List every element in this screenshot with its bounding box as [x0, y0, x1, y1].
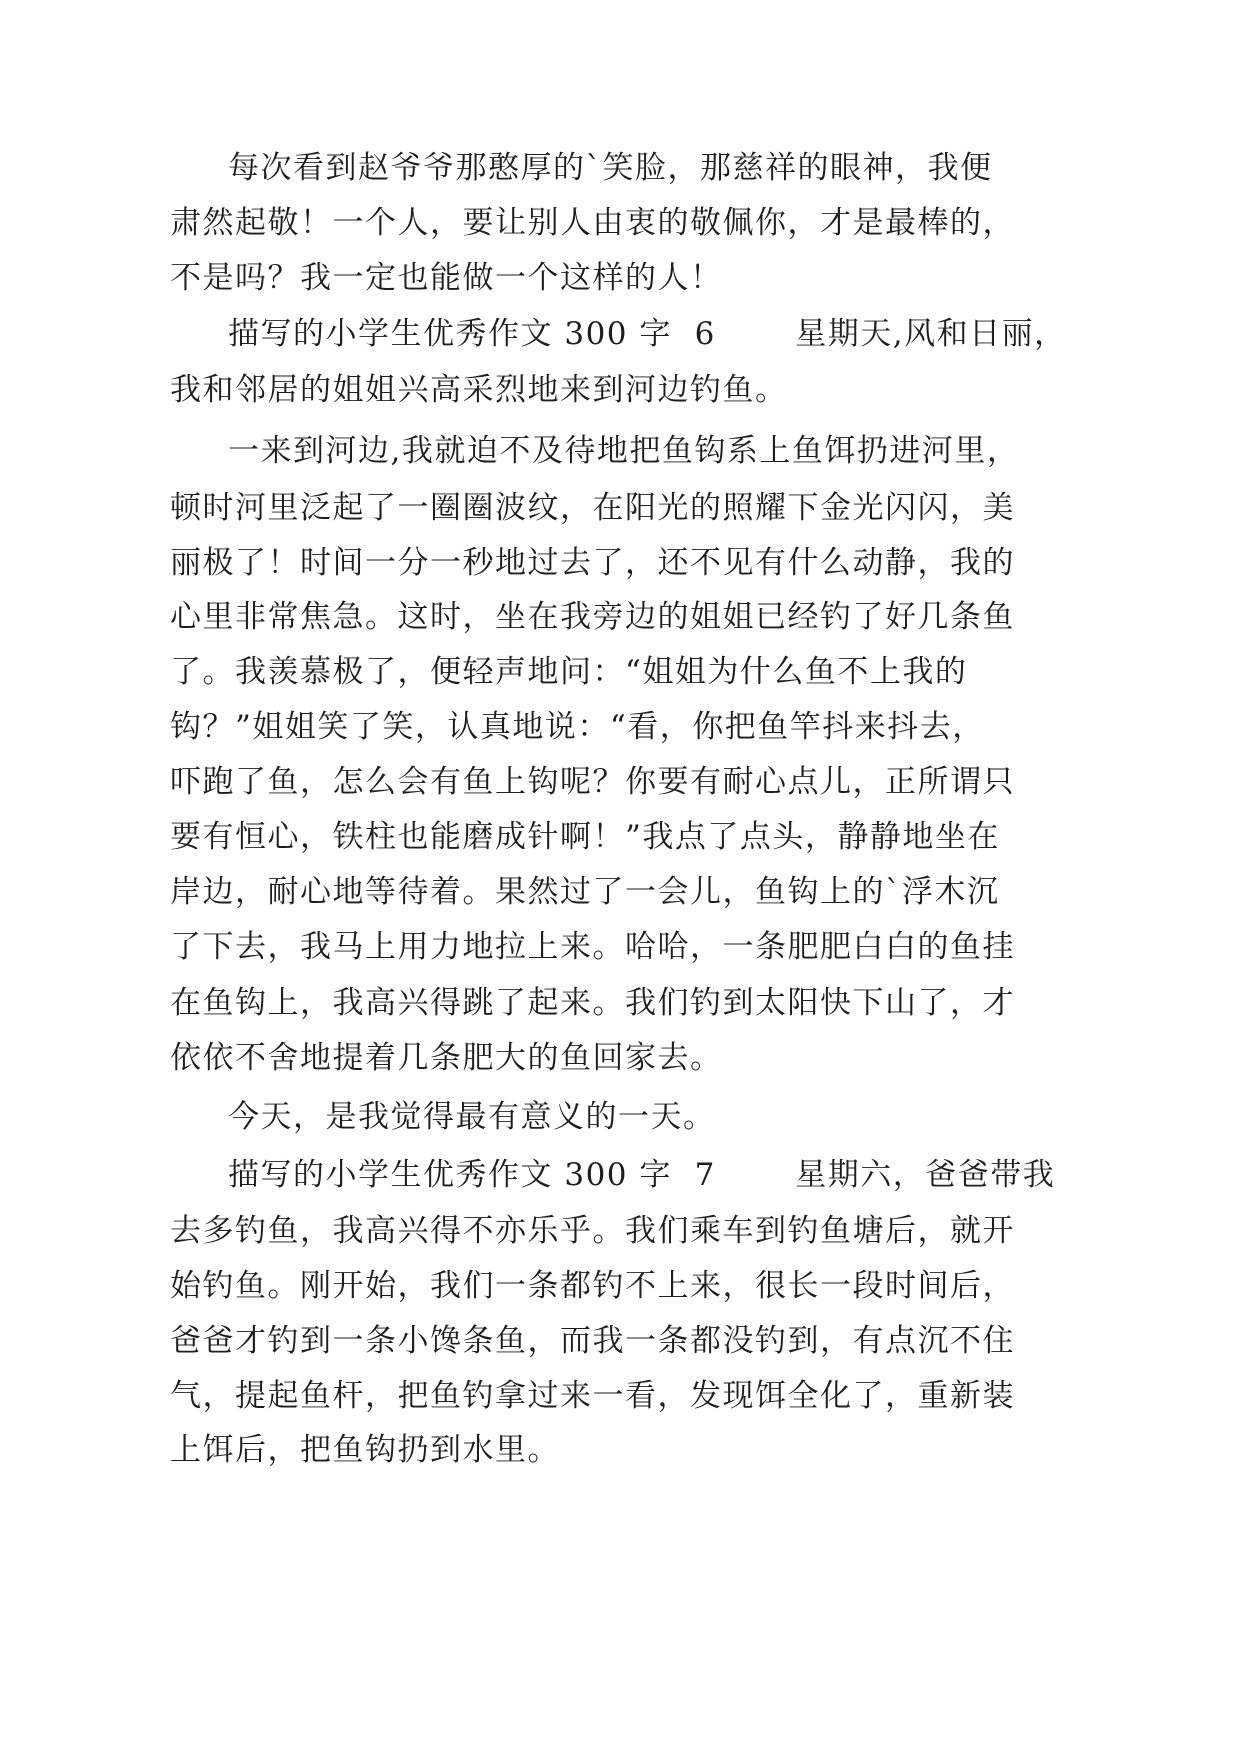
text-line: 爸爸才钓到一条小馋条鱼，而我一条都没钓到，有点沉不住: [170, 1323, 1015, 1359]
text-line: 丽极了！时间一分一秒地过去了，还不见有什么动静，我的: [170, 545, 1015, 581]
text-line: 心里非常焦急。这时，坐在我旁边的姐姐已经钓了好几条鱼: [170, 599, 1015, 635]
text-line: 了。我羡慕极了，便轻声地问：“姐姐为什么鱼不上我的: [170, 654, 968, 690]
text-line: 吓跑了鱼，怎么会有鱼上钩呢？你要有耐心点儿，正所谓只: [170, 764, 1015, 800]
text-line: 描写的小学生优秀作文 300 字 6 星期天,风和日丽，: [228, 316, 1067, 352]
text-line: 钩？”姐姐笑了笑，认真地说：“看，你把鱼竿抖来抖去，: [170, 709, 985, 745]
text-line: 气，提起鱼杆，把鱼钓拿过来一看，发现饵全化了，重新装: [170, 1378, 1015, 1414]
text-line: 依依不舍地提着几条肥大的鱼回家去。: [170, 1040, 723, 1076]
text-line: 了下去，我马上用力地拉上来。哈哈，一条肥肥白白的鱼挂: [170, 929, 1015, 965]
text-line: 我和邻居的姐姐兴高采烈地来到河边钓鱼。: [170, 372, 788, 408]
text-line: 要有恒心，铁柱也能磨成针啊！”我点了点头，静静地坐在: [170, 819, 1000, 855]
text-line: 在鱼钩上，我高兴得跳了起来。我们钓到太阳快下山了，才: [170, 985, 1015, 1021]
text-line: 肃然起敬！一个人，要让别人由衷的敬佩你，才是最棒的，: [170, 205, 1015, 241]
text-line: 去多钓鱼，我高兴得不亦乐乎。我们乘车到钓鱼塘后，就开: [170, 1213, 1015, 1249]
text-line: 始钓鱼。刚开始，我们一条都钓不上来，很长一段时间后，: [170, 1268, 1015, 1304]
text-line: 顿时河里泛起了一圈圈波纹，在阳光的照耀下金光闪闪，美: [170, 490, 1015, 526]
text-line: 上饵后，把鱼钩扔到水里。: [170, 1432, 560, 1468]
text-line: 每次看到赵爷爷那憨厚的`笑脸，那慈祥的眼神，我便: [228, 150, 993, 186]
text-line: 一来到河边,我就迫不及待地把鱼钩系上鱼饵扔进河里，: [228, 433, 1020, 469]
text-line: 描写的小学生优秀作文 300 字 7 星期六，爸爸带我: [228, 1157, 1056, 1193]
text-line: 不是吗？我一定也能做一个这样的人！: [170, 260, 723, 296]
text-line: 今天，是我觉得最有意义的一天。: [228, 1099, 716, 1135]
text-line: 岸边，耐心地等待着。果然过了一会儿，鱼钩上的`浮木沉: [170, 874, 1000, 910]
